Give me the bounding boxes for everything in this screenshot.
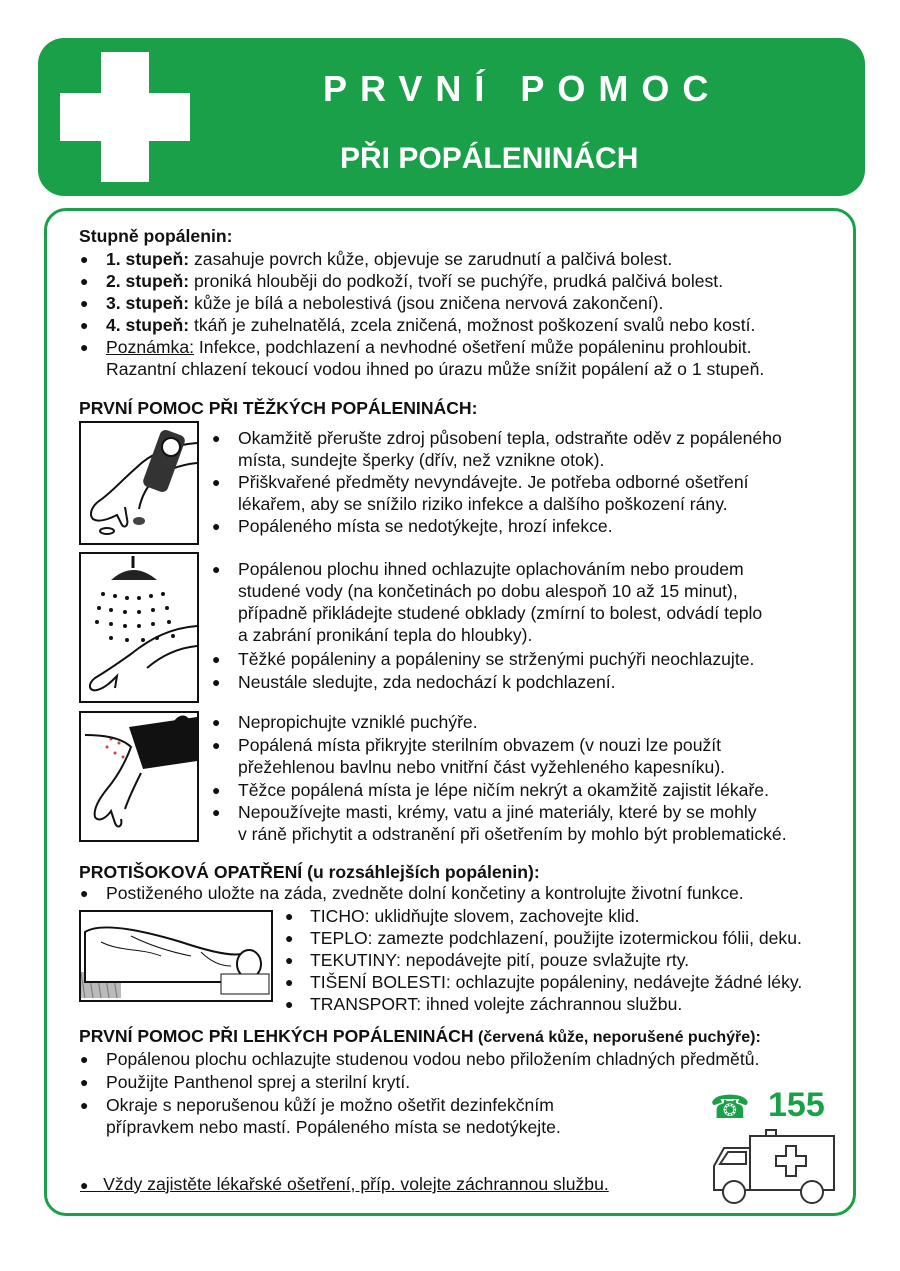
bullet-icon: ● — [80, 1074, 89, 1090]
white-cross-icon — [60, 52, 190, 182]
note-line2: Razantní chlazení tekoucí vodou ihned po úrazu může snížit popálení až o 1 stupeň. — [106, 359, 765, 379]
shock-item-5: TRANSPORT: ihned volejte záchrannou službu. — [310, 994, 683, 1014]
bullet-icon: ● — [212, 737, 221, 753]
shock-item-4: TIŠENÍ BOLESTI: ochlazujte popáleniny, nedávejte žádné léky. — [310, 972, 803, 992]
bullet-icon: ● — [285, 930, 294, 946]
severe-b3-line6: v ráně přichytit a odstranění při ošetřením by mohlo být problematické. — [238, 824, 787, 844]
degree-3: 3. stupeň: kůže je bílá a nebolestivá (jsou zničena nervová zakončení). — [106, 293, 664, 313]
lying-patient-illustration — [79, 910, 273, 1002]
bullet-icon: ● — [212, 474, 221, 490]
emergency-number: 155 — [768, 1086, 825, 1124]
bullet-icon: ● — [212, 561, 221, 577]
title-line2: PŘI POPÁLENINÁCH — [340, 142, 639, 175]
bullet-icon: ● — [285, 908, 294, 924]
bullet-icon: ● — [80, 1097, 89, 1113]
bullet-icon: ● — [285, 974, 294, 990]
severe-b1-line3: Přiškvařené předměty nevyndávejte. Je potřeba odborné ošetření — [238, 472, 749, 492]
shower-cooling-illustration — [79, 552, 199, 703]
severe-b3-line2: Popálená místa přikryjte sterilním obvazem (v nouzi lze použít — [238, 735, 722, 755]
severe-b3-line4: Těžce popálená místa je lépe ničím nekrýt a okamžitě zajistit lékaře. — [238, 780, 769, 800]
bullet-icon: ● — [285, 952, 294, 968]
title-line1: PRVNÍ POMOC — [323, 68, 722, 109]
shock-item-2: TEPLO: zamezte podchlazení, použijte izotermickou fólii, deku. — [310, 928, 802, 948]
light-item-4: přípravkem nebo mastí. Popáleného místa se nedotýkejte. — [106, 1117, 561, 1137]
shock-heading: PROTIŠOKOVÁ OPATŘENÍ (u rozsáhlejších popálenin): — [79, 862, 540, 882]
severe-b2-line4: a zabrání pronikání tepla do hloubky). — [238, 625, 533, 645]
bullet-icon: ● — [80, 885, 89, 901]
severe-b3-line3: přežehlenou bavlnu nebo vnitřní část vyžehleného kapesníku). — [238, 757, 726, 777]
severe-b2-line3: případně přikládejte studené obklady (zmírní to bolest, odvádí teplo — [238, 603, 763, 623]
degree-1: 1. stupeň: zasahuje povrch kůže, objevuje se zarudnutí a palčivá bolest. — [106, 249, 673, 269]
telephone-icon: ☎ — [710, 1089, 750, 1125]
note-line1: Poznámka: Infekce, podchlazení a nevhodné ošetření může popáleninu prohloubit. — [106, 337, 752, 357]
degrees-heading: Stupně popálenin: — [79, 226, 233, 246]
degree-4: 4. stupeň: tkáň je zuhelnatělá, zcela zničená, možnost poškození svalů nebo kostí. — [106, 315, 756, 335]
bullet-icon: ● — [212, 804, 221, 820]
severe-b3-line5: Nepoužívejte masti, krémy, vatu a jiné materiály, které by se mohly — [238, 802, 757, 822]
bullet-icon: ● — [212, 518, 221, 534]
bullet-icon: ● — [80, 273, 89, 289]
bullet-icon: ● — [212, 782, 221, 798]
bullet-icon: ● — [80, 317, 89, 333]
light-item-2: Použijte Panthenol sprej a sterilní krytí. — [106, 1072, 411, 1092]
ambulance-icon — [710, 1128, 838, 1208]
bullet-icon: ● — [212, 674, 221, 690]
degree-2: 2. stupeň: proniká hlouběji do podkoží, tvoří se puchýře, prudká palčivá bolest. — [106, 271, 724, 291]
severe-b2-line2: studené vody (na končetinách po dobu alespoň 10 až 15 minut), — [238, 581, 738, 601]
bullet-icon: ● — [212, 714, 221, 730]
bandaged-arm-illustration — [79, 711, 199, 842]
bullet-icon: ● — [212, 651, 221, 667]
bullet-icon: ● — [80, 251, 89, 267]
severe-heading: PRVNÍ POMOC PŘI TĚŽKÝCH POPÁLENINÁCH: — [79, 398, 478, 418]
light-item-3: Okraje s neporušenou kůží je možno ošetřit dezinfekčním — [106, 1095, 554, 1115]
severe-b2-line6: Neustále sledujte, zda nedochází k podchlazení. — [238, 672, 616, 692]
severe-b3-line1: Nepropichujte vzniklé puchýře. — [238, 712, 478, 732]
severe-b1-line4: lékařem, aby se snížilo riziko infekce a dalšího poškození rány. — [238, 494, 728, 514]
bullet-icon: ● — [80, 295, 89, 311]
severe-b2-line1: Popálenou plochu ihned ochlazujte oplachováním nebo proudem — [238, 559, 744, 579]
shock-item-3: TEKUTINY: nepodávejte pití, pouze svlažujte rty. — [310, 950, 690, 970]
severe-b1-line1: Okamžitě přerušte zdroj působení tepla, odstraňte oděv z popáleného — [238, 428, 782, 448]
final-note: ● Vždy zajistěte lékařské ošetření, příp. volejte záchrannou službu. — [80, 1174, 609, 1194]
bullet-icon: ● — [80, 1051, 89, 1067]
bullet-icon: ● — [80, 339, 89, 355]
header-banner — [38, 38, 865, 196]
bullet-icon: ● — [212, 430, 221, 446]
shock-item-1: TICHO: uklidňujte slovem, zachovejte klid. — [310, 906, 640, 926]
light-item-1: Popálenou plochu ochlazujte studenou vodou nebo přiložením chladných předmětů. — [106, 1049, 760, 1069]
shock-intro: Postiženého uložte na záda, zvedněte dolní končetiny a kontrolujte životní funkce. — [106, 883, 744, 903]
light-heading: PRVNÍ POMOC PŘI LEHKÝCH POPÁLENINÁCH (červená kůže, neporušené puchýře): — [79, 1026, 761, 1046]
severe-b1-line2: místa, sundejte šperky (dřív, než vznikne otok). — [238, 450, 605, 470]
severe-b2-line5: Těžké popáleniny a popáleniny se strženými puchýři neochlazujte. — [238, 649, 755, 669]
bullet-icon: ● — [285, 996, 294, 1012]
severe-b1-line5: Popáleného místa se nedotýkejte, hrozí infekce. — [238, 516, 613, 536]
hand-watch-illustration — [79, 421, 199, 545]
